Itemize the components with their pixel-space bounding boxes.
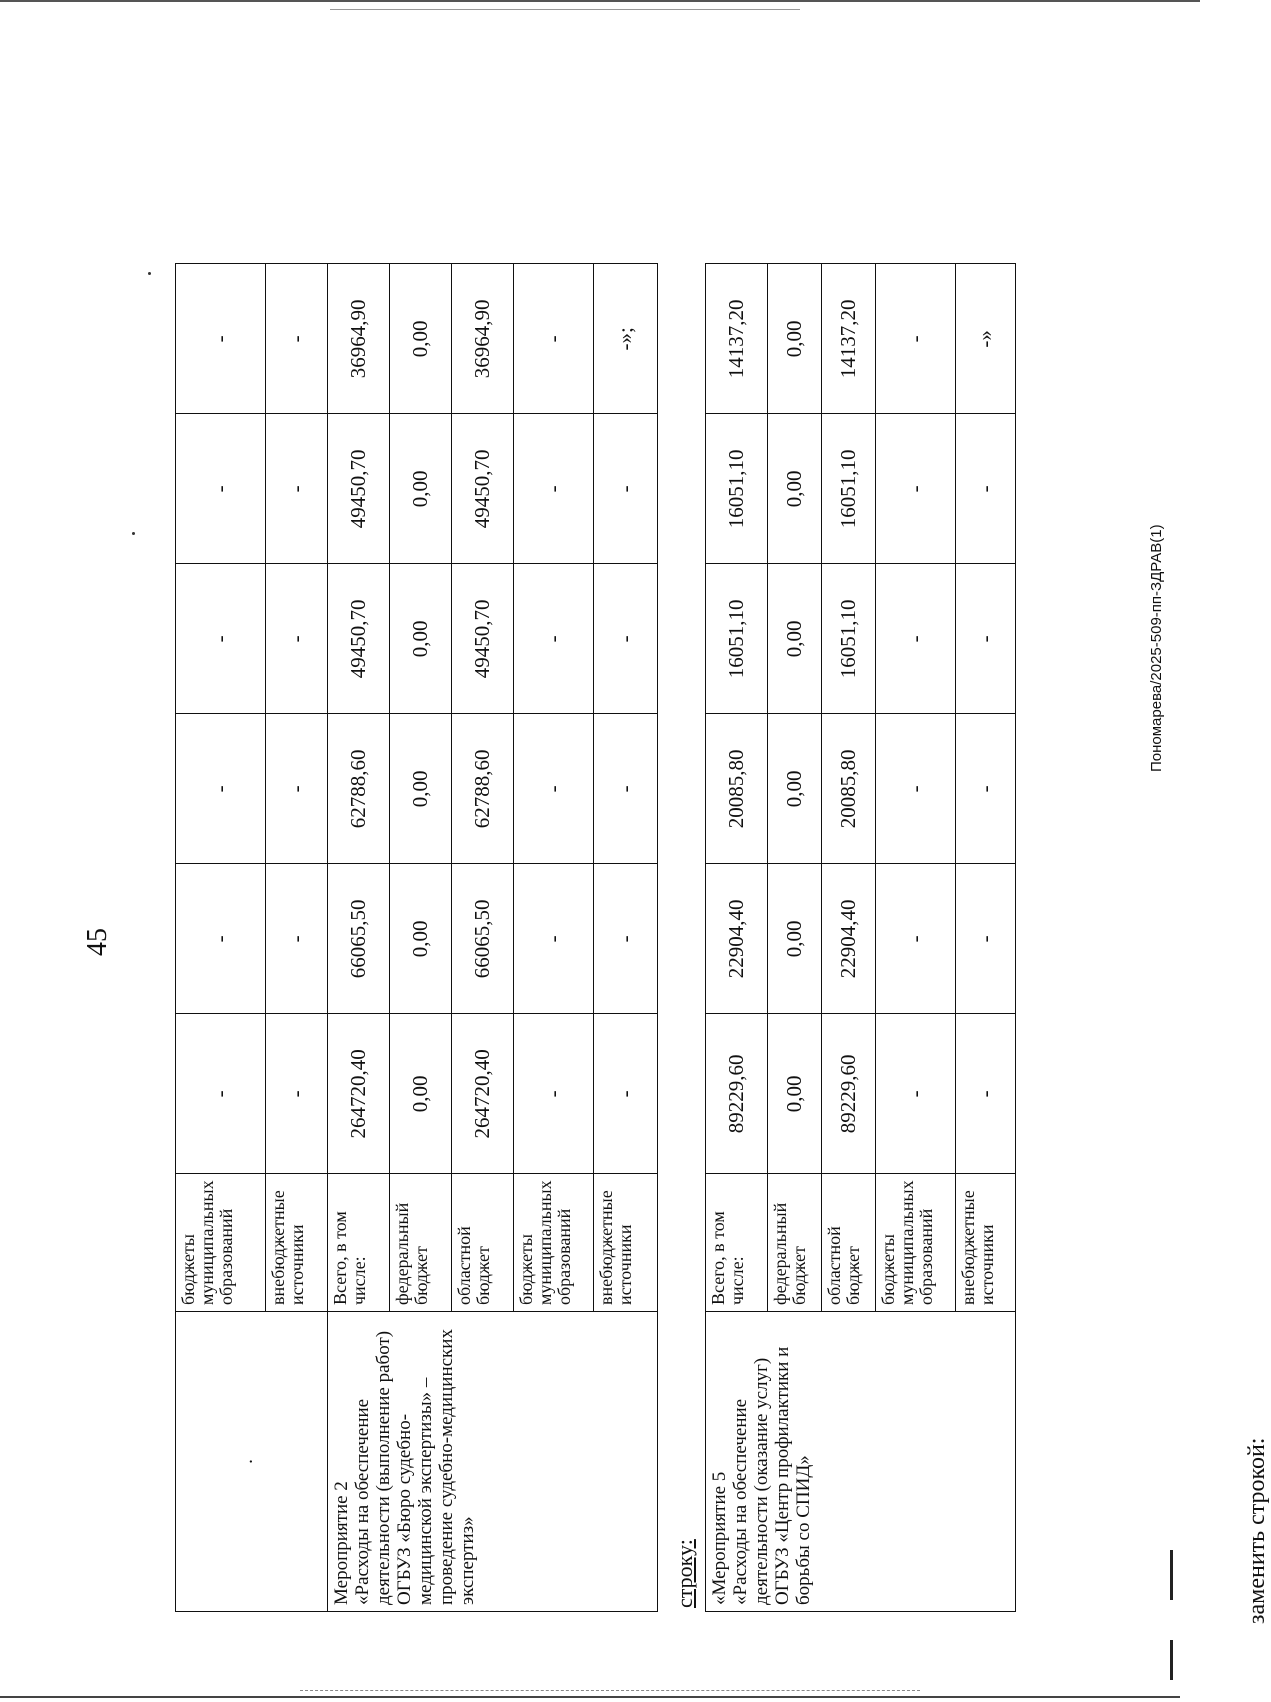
value-cell: - — [594, 564, 658, 714]
event-title: «Мероприятие 5 — [709, 1471, 730, 1605]
value-cell: 14137,20 — [706, 264, 768, 414]
value-cell: - — [514, 414, 594, 564]
value-cell: - — [176, 864, 266, 1014]
source-cell: бюджеты муниципальных образований — [514, 1174, 594, 1312]
value-cell: - — [956, 564, 1016, 714]
value-cell: 0,00 — [390, 714, 452, 864]
source-cell: бюджеты муниципальных образований — [876, 1174, 956, 1312]
value-cell: 89229,60 — [706, 1014, 768, 1174]
value-cell: 20085,80 — [822, 714, 876, 864]
value-cell: - — [176, 1014, 266, 1174]
value-cell: - — [176, 264, 266, 414]
value-cell: 0,00 — [390, 1014, 452, 1174]
source-cell: Всего, в том числе: — [706, 1174, 768, 1312]
value-cell: - — [876, 864, 956, 1014]
source-cell: внебюджетные источники — [956, 1174, 1016, 1312]
page-number: 45 — [82, 928, 113, 956]
value-cell: - — [876, 564, 956, 714]
value-cell: 0,00 — [390, 414, 452, 564]
value-cell: - — [876, 414, 956, 564]
value-cell: 16051,10 — [706, 564, 768, 714]
source-cell: внебюджетные источники — [266, 1174, 328, 1312]
value-cell: - — [594, 864, 658, 1014]
value-cell: - — [514, 564, 594, 714]
value-cell: 49450,70 — [452, 414, 514, 564]
event-title: Мероприятие 2 — [331, 1481, 352, 1605]
source-cell: Всего, в том числе: — [328, 1174, 390, 1312]
value-cell: 0,00 — [768, 414, 822, 564]
value-cell: 0,00 — [768, 264, 822, 414]
value-cell: - — [956, 714, 1016, 864]
value-cell: - — [956, 864, 1016, 1014]
event-description: «Расходы на обеспечение деятельности (выполнение работ) ОГБУЗ «Бюро судебно-медицинской экспертизы» – проведение судебно-медицинских экспертиз» — [352, 1329, 478, 1605]
source-cell: федеральный бюджет — [768, 1174, 822, 1312]
value-cell: 20085,80 — [706, 714, 768, 864]
value-cell: 0,00 — [768, 564, 822, 714]
source-cell: внебюджетные источники — [594, 1174, 658, 1312]
footer-document-code: Пономарева/2025-509-пп-ЗДРАВ(1) — [1148, 524, 1165, 772]
value-cell: 36964,90 — [328, 264, 390, 414]
source-cell: федеральный бюджет — [390, 1174, 452, 1312]
value-cell: - — [514, 264, 594, 414]
source-cell: областной бюджет — [822, 1174, 876, 1312]
value-cell: - — [594, 414, 658, 564]
source-cell: бюджеты муниципальных образований — [176, 1174, 266, 1312]
value-cell: - — [876, 714, 956, 864]
value-cell: - — [514, 864, 594, 1014]
value-cell: 0,00 — [390, 564, 452, 714]
value-cell: 49450,70 — [328, 564, 390, 714]
value-cell: - — [876, 1014, 956, 1174]
value-cell: 0,00 — [768, 714, 822, 864]
value-cell: - — [266, 714, 328, 864]
value-cell: - — [956, 414, 1016, 564]
value-cell: - — [514, 1014, 594, 1174]
value-cell: 36964,90 — [452, 264, 514, 414]
value-cell: 49450,70 — [452, 564, 514, 714]
value-cell: - — [594, 1014, 658, 1174]
value-cell: - — [876, 264, 956, 414]
value-cell: - — [266, 264, 328, 414]
value-cell: 0,00 — [390, 264, 452, 414]
value-cell: 62788,60 — [452, 714, 514, 864]
value-cell: - — [514, 714, 594, 864]
value-cell: 89229,60 — [822, 1014, 876, 1174]
value-cell: 49450,70 — [328, 414, 390, 564]
program-table-2 — [705, 263, 1016, 1612]
table-row — [176, 264, 266, 1612]
label-replace: заменить строкой: — [1244, 1437, 1270, 1624]
value-cell: - — [956, 1014, 1016, 1174]
table-row — [328, 264, 390, 1612]
value-cell: - — [594, 714, 658, 864]
value-cell: - — [176, 714, 266, 864]
value-cell: - — [266, 864, 328, 1014]
value-cell: - — [266, 414, 328, 564]
value-cell: 14137,20 — [822, 264, 876, 414]
value-cell: 66065,50 — [452, 864, 514, 1014]
value-cell: 66065,50 — [328, 864, 390, 1014]
value-cell: 16051,10 — [822, 414, 876, 564]
value-cell: 0,00 — [390, 864, 452, 1014]
event-cell — [706, 1312, 1016, 1612]
value-cell: - — [176, 414, 266, 564]
value-cell: 16051,10 — [822, 564, 876, 714]
value-cell: 0,00 — [768, 1014, 822, 1174]
empty-cell: · — [176, 1312, 328, 1612]
event-description: «Расходы на обеспечение деятельности (оказание услуг) ОГБУЗ «Центр профилактики и борьбы со СПИД» — [730, 1346, 814, 1605]
event-cell — [328, 1312, 658, 1612]
label-stroku: строку: — [672, 1539, 697, 1608]
value-cell: - — [266, 1014, 328, 1174]
value-cell: -»; — [594, 264, 658, 414]
value-cell: 0,00 — [768, 864, 822, 1014]
source-cell: областной бюджет — [452, 1174, 514, 1312]
value-cell: -» — [956, 264, 1016, 414]
program-table-1 — [175, 263, 658, 1612]
value-cell: - — [266, 564, 328, 714]
value-cell: 264720,40 — [328, 1014, 390, 1174]
table-row — [706, 264, 768, 1612]
value-cell: 62788,60 — [328, 714, 390, 864]
value-cell: 264720,40 — [452, 1014, 514, 1174]
value-cell: 16051,10 — [706, 414, 768, 564]
value-cell: 22904,40 — [706, 864, 768, 1014]
value-cell: 22904,40 — [822, 864, 876, 1014]
value-cell: - — [176, 564, 266, 714]
